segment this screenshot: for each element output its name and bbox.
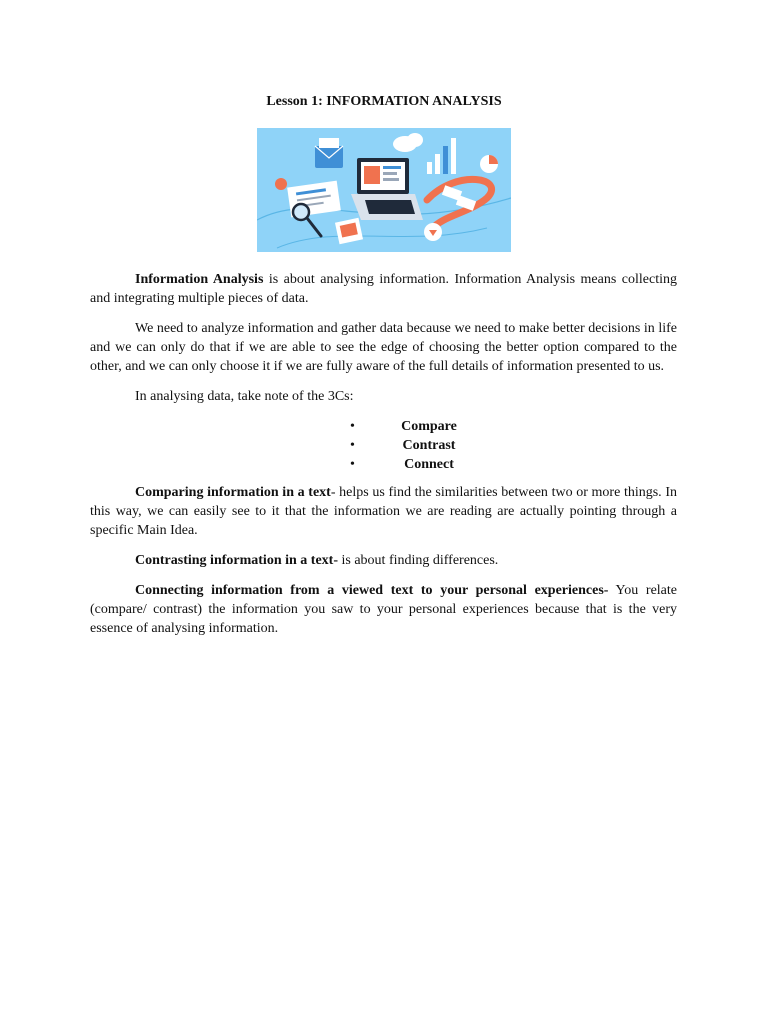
list-item bbox=[90, 436, 677, 455]
bullet-text: Compare bbox=[401, 419, 457, 434]
paragraph-3cs-intro bbox=[90, 387, 677, 406]
bar-chart-icon bbox=[427, 138, 456, 174]
paragraph-connecting bbox=[90, 581, 677, 638]
bullet-text: Contrast bbox=[402, 438, 456, 453]
paragraph-definition bbox=[90, 270, 677, 308]
paragraph-comparing bbox=[90, 483, 677, 540]
paragraph-text: - helps us find the similarities between two or more things. In this way, we can easily see to it that the information we are reading are actually pointing through a specific Main Idea. bbox=[90, 485, 677, 538]
page-title: Lesson 1: INFORMATION ANALYSIS bbox=[266, 94, 502, 109]
paragraph-text: You relate (compare/ contrast) the information you saw to your personal experiences because that is the very essence of analysing information. bbox=[90, 583, 677, 636]
term-contrasting: Contrasting information in a text- bbox=[135, 553, 338, 568]
term-information-analysis: Information Analysis bbox=[135, 272, 264, 287]
cloud-icon bbox=[393, 133, 423, 152]
list-item bbox=[90, 417, 677, 436]
document-body bbox=[90, 270, 677, 649]
pie-chart-icon bbox=[480, 155, 498, 173]
paragraph-rationale bbox=[90, 319, 677, 376]
data-analysis-illustration bbox=[257, 128, 511, 252]
term-comparing: Comparing information in a text bbox=[135, 485, 331, 500]
bullet-marker: • bbox=[350, 457, 355, 472]
bullet-marker: • bbox=[350, 419, 355, 434]
bullet-text: Connect bbox=[404, 457, 454, 472]
location-pin-icon bbox=[424, 223, 442, 241]
list-item bbox=[90, 455, 677, 474]
bullet-list-3cs bbox=[90, 417, 677, 474]
paragraph-text: is about finding differences. bbox=[338, 553, 499, 568]
paragraph-text: We need to analyze information and gather data because we need to make better decisions in life and we can only do that if we are able to see the edge of choosing the better option compared to the other, and we can only choose it if we are fully aware of the full details of information presented to us. bbox=[90, 321, 677, 374]
bullet-marker: • bbox=[350, 438, 355, 453]
lesson-illustration bbox=[257, 128, 511, 252]
laptop-icon bbox=[351, 158, 423, 220]
paragraph-text: In analysing data, take note of the 3Cs: bbox=[135, 389, 354, 404]
term-connecting: Connecting information from a viewed text to your personal experiences- bbox=[135, 583, 609, 598]
paragraph-contrasting bbox=[90, 551, 677, 570]
paragraph-text: is about analysing information. Information Analysis means collecting and integrating multiple pieces of data. bbox=[90, 272, 677, 306]
envelope-icon bbox=[315, 138, 343, 168]
